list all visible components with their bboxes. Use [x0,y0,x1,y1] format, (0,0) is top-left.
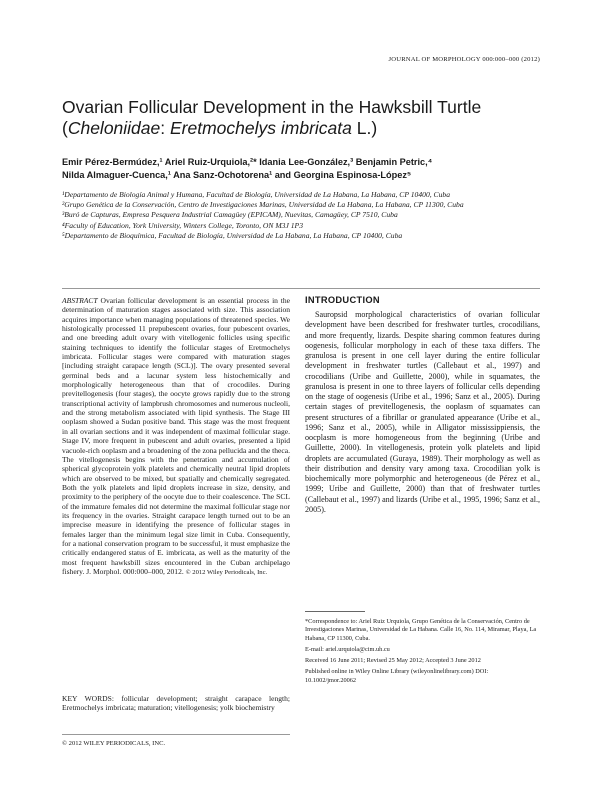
title-colon: : [160,118,170,138]
introduction-paragraph: Sauropsid morphological characteristics of ovarian follicular development have been described for freshwater turtles, crocodilians, and more frequently, lizards. Despite sharing common features during oogenesis, follicular morphology in each of these taxa differs. The granulosa is present in one cell layer during the entire follicular development in freshwater turtles (Callebaut et al., 1997) and crocodilians (Uribe and Guillette, 2000), while in squamates, the granulosa is present in one to three layers of follicular cells depending on the stage of oogenesis (Uribe et al., 1996; Sanz et al., 2005). During certain stages of previtellogenesis, the ooplasm of squamates can present structures of a fibrillar or granulated appearance (Uribe et al., 1996; Sanz et al., 2005), while in Alligator mississippiensis, the oocplasm is more homogeneous from the beginning (Uribe and Guillette, 2000). In vitellogenesis, protein yolk platelets and lipid droplets are accumulated (Guraya, 1989). Their morphology as well as their distribution and density vary among taxa. Crocodilian yolk is biochemically more polymorphic and heterogeneous (de Pérez et al., 1999; Uribe and Guillette, 2000) than that of freshwater turtles (Callebaut et al., 1997) and lizards (Uribe et al., 1995, 1996; Sanz et al., 2005). [305,310,540,514]
affiliations [62,190,542,241]
keywords-label: KEY WORDS: [62,694,114,703]
title-part2: L.) [351,118,378,138]
affiliation-4: ⁴Faculty of Education, York University, Winters College, Toronto, ON M3J 1P3 [62,220,303,230]
abstract [62,296,290,577]
title-species: Eretmochelys imbricata [170,118,352,138]
affiliation-3: ³Buró de Capturas, Empresa Pesquera Industrial Camagüey (EPICAM), Nuevitas, Camagüey, CP 7510, Cuba [62,210,398,220]
correspondence-note: *Correspondence to: Ariel Ruiz Urquiola, Grupo Genética de la Conservación, Centro de Investigaciones Marinas, Universidad de La Habana. Calle 16, No. 114, Miramar, Playa, La Habana, CP 11300, Cuba. [305,618,537,642]
abstract-copyright: © 2012 Wiley Periodicals, Inc. [185,568,268,576]
page-copyright: © 2012 WILEY PERIODICALS, INC. [62,740,166,747]
footnote-divider [305,611,365,612]
affiliation-1: ¹Departamento de Biología Animal y Humana, Facultad de Biología, Universidad de La Habana, La Habana, CP 10400, Cuba [62,190,450,199]
abstract-label: ABSTRACT [62,296,98,305]
received-note: Received 16 June 2011; Revised 25 May 2012; Accepted 3 June 2012 [305,657,481,665]
abstract-text: Ovarian follicular development is an essential process in the determination of maturation stages associated with size. This association acquires importance when managing populations of threatened species. We histologically processed 11 prepubescent ovaries, four pubescent ovaries, and one breeding adult ovary with vitellogenic follicles using specific staining techniques to identify the follicular stages of Eretmochelys imbricata. Follicular stages were compared with maturation stages [including straight carapace length (SCL)]. The ovary presented several germinal beds and a lacunar system less histochemically and morphologically heterogeneous than that of crocodiles. During previtellogenesis (four stages), the oocyte grows rapidly due to the strong transcriptional activity of lampbrush chromosomes and numerous nucleoli, and the strong metabolism associated with lipid synthesis. The Stage III ooplasm showed a Sudan positive band. This stage was the most frequent in all ovarian sections and it was independent of maximal follicular stage. Stage IV, more frequent in pubescent and adult ovaries, presented a lipid vacuole-rich ooplasm and a broadening of the zona pellucida and the theca. The vitellogenesis begins with the penetration and accumulation of spherical glycoprotein yolk platelets and chemically neutral lipid droplets which are observed to be mixed, but spatially and chemically segregated. Both the yolk platelets and lipid droplets increase in size, density, and proximity to the periphery of the oocyte due to their coalescence. The SCL of the immature females did not determine the maximal follicular stage nor its frequency in the ovaries. Straight carapace length turned out to be an imprecise measure in identifying the presence of follicular stages in females larger than the minimum legal size limit in Cuba. Consequently, for a national conservation program to be successful, it must emphasize the critically endangered status of E. imbricata, as well as the maturity of the most frequent hawksbill sizes encountered in the Cuban archipelago fishery. J. Morphol. 000:000–000, 2012. [62,296,290,576]
keywords [62,694,290,713]
author-line-1: Emir Pérez-Bermúdez,¹ Ariel Ruiz-Urquiola,²* Idania Lee-González,³ Benjamin Petric,⁴ [62,157,433,167]
header-divider [62,288,540,289]
paper-title [62,97,542,139]
abstract-divider [62,734,290,735]
published-note: Published online in Wiley Online Library (wileyonlinelibrary.com) DOI: 10.1002/jmor.20062 [305,668,489,684]
author-list [62,156,542,182]
introduction-body [305,310,540,515]
affiliation-2: ²Grupo Genética de la Conservación, Centro de Investigaciones Marinas, Universidad de La Habana, La Habana, CP 11300, Cuba [62,200,464,210]
affiliation-5: ⁵Departamento de Bioquímica, Facultad de Biología, Universidad de La Habana, La Habana, CP 10400, Cuba [62,230,403,240]
introduction-heading: INTRODUCTION [305,295,380,305]
email-note: E-mail: ariel.urquiola@cim.uh.cu [305,645,390,653]
journal-header: JOURNAL OF MORPHOLOGY 000:000–000 (2012) [388,56,540,63]
keywords-text: follicular development; straight carapace length; Eretmochelys imbricata; maturation; vitellogenesis; yolk biochemistry [62,694,291,713]
title-part1: Ovarian Follicular Development in the Hawksbill Turtle ( [62,97,482,138]
author-line-2: Nilda Almaguer-Cuenca,¹ Ana Sanz-Ochotorena¹ and Georgina Espinosa-López⁵ [62,170,412,180]
title-family: Cheloniidae [67,118,161,138]
footnotes [305,618,540,688]
